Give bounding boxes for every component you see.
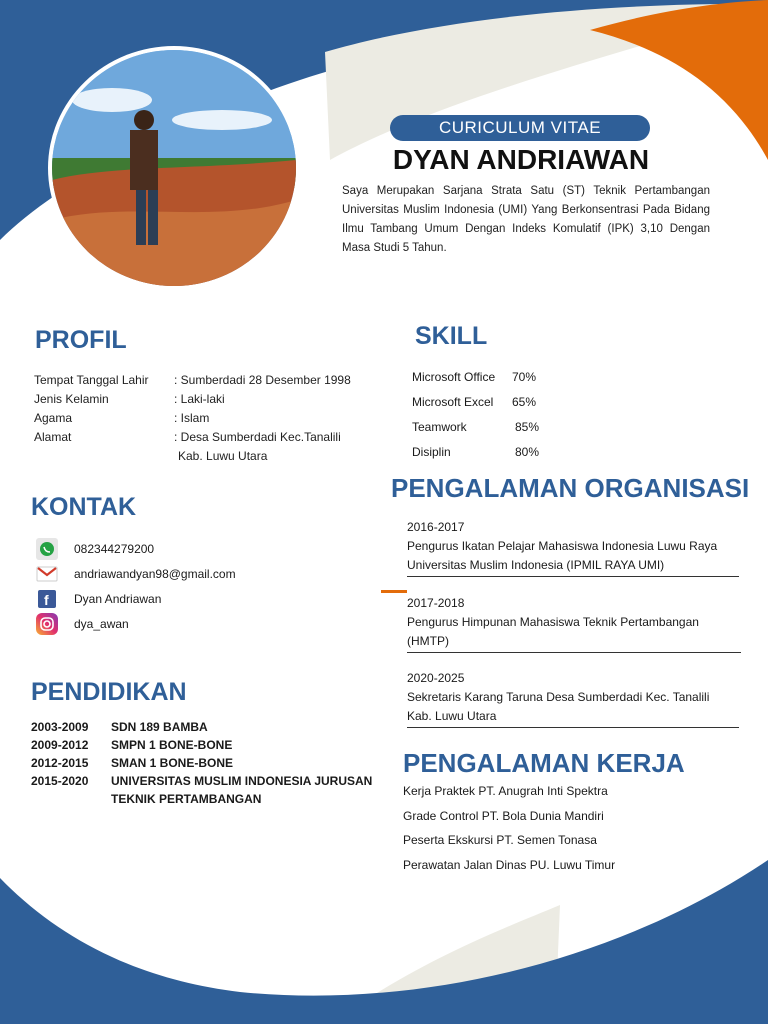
education-item <box>31 772 372 790</box>
skill-level: 70% <box>512 369 537 384</box>
kerja-title: PENGALAMAN KERJA <box>403 748 685 778</box>
contact-item <box>36 611 236 636</box>
organization-role: Kab. Luwu Utara <box>407 709 497 723</box>
skill-title: SKILL <box>415 322 488 350</box>
skill-level: 80% <box>515 444 540 459</box>
profil-label: Agama <box>34 410 73 425</box>
skill-item <box>412 414 539 439</box>
profil-label: Tempat Tanggal Lahir <box>34 372 149 387</box>
education-school: UNIVERSITAS MUSLIM INDONESIA JURUSAN <box>111 774 373 788</box>
profil-label: Alamat <box>34 429 72 444</box>
profil-value: : Islam <box>174 410 210 425</box>
skill-name: Microsoft Excel <box>412 394 494 409</box>
skill-name: Microsoft Office <box>412 369 496 384</box>
cv-label: CURICULUM VITAE <box>390 115 650 141</box>
profil-row <box>34 408 351 427</box>
education-school: SDN 189 BAMBA <box>111 720 208 734</box>
whatsapp-icon <box>36 538 58 560</box>
organization-role: Pengurus Himpunan Mahasiswa Teknik Pertambangan <box>407 615 699 629</box>
kerja-list <box>403 781 615 879</box>
facebook-icon <box>36 588 58 610</box>
contact-item <box>36 586 236 611</box>
skill-list <box>412 364 539 464</box>
education-years: 2009-2012 <box>31 738 89 752</box>
profil-row <box>34 446 351 465</box>
work-item: Perawatan Jalan Dinas PU. Luwu Timur <box>403 857 616 872</box>
education-years: 2012-2015 <box>31 756 89 770</box>
full-name: DYAN ANDRIAWAN <box>392 144 650 175</box>
kontak-list <box>36 536 236 636</box>
skill-item <box>412 439 539 464</box>
profil-value: : Desa Sumberdadi Kec.Tanalili <box>174 429 341 444</box>
education-school: TEKNIK PERTAMBANGAN <box>111 792 262 806</box>
organization-year: 2016-2017 <box>407 520 465 534</box>
profil-value: : Sumberdadi 28 Desember 1998 <box>174 372 351 387</box>
profil-details <box>34 370 351 465</box>
organization-item <box>407 518 739 577</box>
contact-item <box>36 536 236 561</box>
profil-value: Kab. Luwu Utara <box>178 448 268 463</box>
instagram-icon <box>36 613 58 635</box>
work-item: Peserta Ekskursi PT. Semen Tonasa <box>403 833 597 847</box>
organization-year: 2020-2025 <box>407 671 465 685</box>
education-item <box>31 736 372 754</box>
profil-value: : Laki-laki <box>174 391 225 406</box>
kontak-title: KONTAK <box>31 493 137 521</box>
skill-item <box>412 389 539 414</box>
organization-role: Pengurus Ikatan Pelajar Mahasiswa Indonesia Luwu Raya <box>407 539 718 553</box>
contact-email[interactable]: andriawandyan98@gmail.com <box>74 566 236 581</box>
contact-instagram[interactable]: dya_awan <box>74 616 129 631</box>
organization-year: 2017-2018 <box>407 596 465 610</box>
organization-item <box>407 594 741 653</box>
organization-role: Universitas Muslim Indonesia (IPMIL RAYA UMI) <box>407 558 665 572</box>
skill-name: Teamwork <box>412 419 467 434</box>
contact-item <box>36 561 236 586</box>
skill-level: 65% <box>512 394 537 409</box>
profil-row <box>34 389 351 408</box>
education-years: 2003-2009 <box>31 720 89 734</box>
organization-item <box>407 669 739 728</box>
profile-photo <box>48 46 300 290</box>
contact-phone[interactable]: 082344279200 <box>74 541 155 556</box>
education-school: SMPN 1 BONE-BONE <box>111 738 233 752</box>
work-item: Grade Control PT. Bola Dunia Mandiri <box>403 808 604 823</box>
gmail-icon <box>36 563 58 585</box>
education-school: SMAN 1 BONE-BONE <box>111 756 234 770</box>
skill-level: 85% <box>515 419 540 434</box>
svg-text:f: f <box>44 591 49 608</box>
pendidikan-list <box>31 718 372 808</box>
education-item <box>31 718 372 736</box>
profil-label: Jenis Kelamin <box>34 391 109 406</box>
profil-title: PROFIL <box>35 326 127 354</box>
profil-row <box>34 427 351 446</box>
pendidikan-title: PENDIDIKAN <box>31 678 187 706</box>
education-years: 2015-2020 <box>31 774 89 788</box>
profile-summary: Saya Merupakan Sarjana Strata Satu (ST) Teknik Pertambangan Universitas Muslim Indonesia (UMI) Yang Berkonsentrasi Pada Bidang Ilmu Tambang Umum Dengan Indeks Komulatif (IPK) 3,10 Dengan Masa Studi 5 Tahun. <box>342 185 710 254</box>
organization-role: Sekretaris Karang Taruna Desa Sumberdadi Kec. Tanalili <box>407 690 710 704</box>
work-item: Kerja Praktek PT. Anugrah Inti Spektra <box>403 784 608 798</box>
skill-name: Disiplin <box>412 444 451 459</box>
education-item <box>31 754 372 772</box>
contact-facebook[interactable]: Dyan Andriawan <box>74 591 162 606</box>
profil-row <box>34 370 351 389</box>
education-item <box>31 790 372 808</box>
organization-role: (HMTP) <box>407 634 449 648</box>
organisasi-title: PENGALAMAN ORGANISASI <box>391 473 750 503</box>
skill-item <box>412 364 539 389</box>
